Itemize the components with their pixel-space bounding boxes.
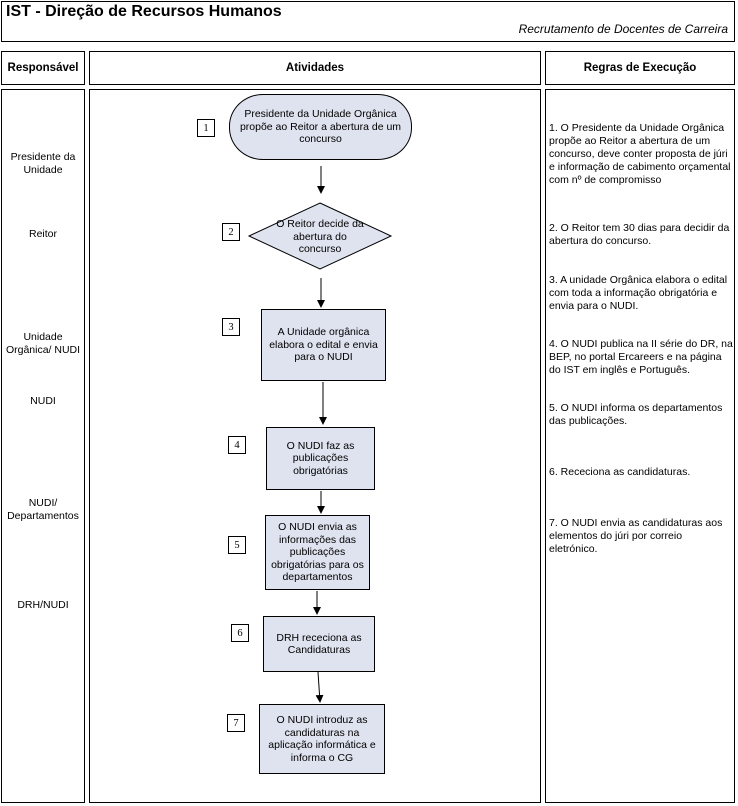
step-number: 3 [222,318,240,336]
responsible-label: Unidade Orgânica/ NUDI [5,331,81,356]
rule-text: 6. Receciona as candidaturas. [549,466,691,478]
rule-text: 3. A unidade Orgânica elabora o edital com toda a informação obrigatória e envia para o NUDI. [549,274,728,312]
step-5-label: O NUDI envia as informações das publicações obrigatórias para os departamentos [271,521,364,584]
step-3-label: A Unidade orgânica elabora o edital e envia para o NUDI [269,326,378,364]
page-subtitle: Recrutamento de Docentes de Carreira [518,22,728,36]
rule-text: 2. O Reitor tem 30 dias para decidir da abertura do concurso. [549,222,730,247]
step-1-label: Presidente da Unidade Orgânica propõe ao Reitor a abertura de um concurso [239,108,402,146]
step-3-process [261,309,386,381]
rule-text: 4. O NUDI publica na II série do DR, na BEP, no portal Ercareers e na página do IST em inglês e Português. [549,338,733,376]
step-1-terminator [229,94,412,160]
rule-text: 5. O NUDI informa os departamentos das publicações. [549,402,723,427]
step-number: 2 [222,223,240,241]
step-7-process [259,704,385,774]
step-number: 1 [197,119,215,137]
responsible-label: DRH/NUDI [17,599,69,611]
step-number: 6 [231,624,249,642]
step-number: 7 [227,714,245,732]
column-header-responsible-label: Responsável [7,62,79,74]
page-title: IST - Direção de Recursos Humanos [6,3,282,20]
rule-text: 7. O NUDI envia as candidaturas aos elementos do júri por correio eletrónico. [549,517,723,555]
step-6-process [263,616,375,672]
column-header-activities-label: Atividades [285,62,345,74]
step-number: 4 [228,436,246,454]
responsible-label: NUDI [30,395,56,407]
step-2-label: O Reitor decide da abertura do concurso [276,218,364,256]
step-7-label: O NUDI introduz as candidaturas na aplicação informática e informa o CG [268,714,376,764]
step-number: 5 [228,536,246,554]
step-4-label: O NUDI faz as publicações obrigatórias [286,439,355,477]
step-4-process [266,427,375,490]
responsible-label: NUDI/ Departamentos [7,497,79,522]
step-6-label: DRH receciona as Candidaturas [276,631,362,656]
responsible-label: Reitor [28,228,57,240]
arrow-6-7 [318,672,320,702]
rule-text: 1. O Presidente da Unidade Orgânica propõe ao Reitor a abertura de um concurso, deve conter proposta de júri e informação de cabimento orçamental com nº de compromisso [549,122,731,186]
step-5-process [265,515,370,590]
responsible-label: Presidente da Unidade [10,151,76,176]
column-header-rules-label: Regras de Execução [583,62,697,74]
